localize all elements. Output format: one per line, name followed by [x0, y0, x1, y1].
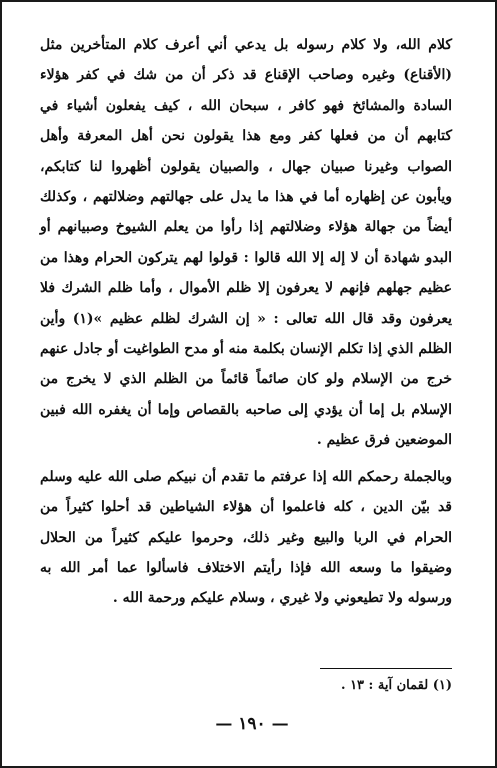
footnote: (١) لقمان آية : ١٣ . [341, 678, 452, 693]
paragraph-1: كلام الله، ولا كلام رسوله بل يدعي أني أعرف كلام المتأخرين مثل (الأقناع) وغيره وصاحب الإقناع قد ذكر أن من شك في كفر هؤلاء السادة والمشائخ فهو كافر ، سبحان الله ، كيف يفعلون أشياء في كتابهم أن من فعلها كفر ومع هذا يقولون نحن أهل المعرفة وأهل الصواب وغيرنا صبيان جهال ، والصبيان يقولون أظهروا لنا كتابكم، ويأبون عن إظهاره أما في هذا ما يدل على جهالتهم وضلالتهم ، وكذلك أيضاً من جهالة هؤلاء وضلالتهم إذا رأوا من يعلم الشيوخ وصبيانهم أو البدو شهادة أن لا إله إلا الله قالوا : قولوا لهم يتركون الحرام وهذا من عظيم جهلهم فإنهم لا يعرفون إلا ظلم الأموال ، وأما ظلم الشرك فلا يعرفون وقد قال الله تعالى : « إن الشرك لظلم عظيم »(١) وأين الظلم الذي إذا تكلم الإنسان بكلمة منه أو مدح الطواغيت أو جادل عنهم خرج من الإسلام ولو كان صائماً قائماً من الظلم الذي لا يخرج من الإسلام بل إما أن يؤدي إلى صاحبه بالقصاص وإما أن يغفره الله فبين الموضعين فرق عظيم . [40, 37, 452, 449]
body-text [40, 30, 452, 614]
paragraph-2: وبالجملة رحمكم الله إذا عرفتم ما تقدم أن نبيكم صلى الله عليه وسلم قد بيّن الدين ، كله فاعلموا أن هؤلاء الشياطين قد أحلوا كثيراً من الحرام في الربا والبيع وغير ذلك، وحرموا عليكم كثيراً من الحلال وضيقوا ما وسعه الله فإذا رأيتم الاختلاف فاسألوا عما أمر الله به ورسوله ولا تطيعوني ولا غيري ، وسلام عليكم ورحمة الله . [40, 468, 452, 607]
page-number: — ١٩٠ — [215, 714, 289, 734]
footnote-divider [320, 668, 452, 669]
